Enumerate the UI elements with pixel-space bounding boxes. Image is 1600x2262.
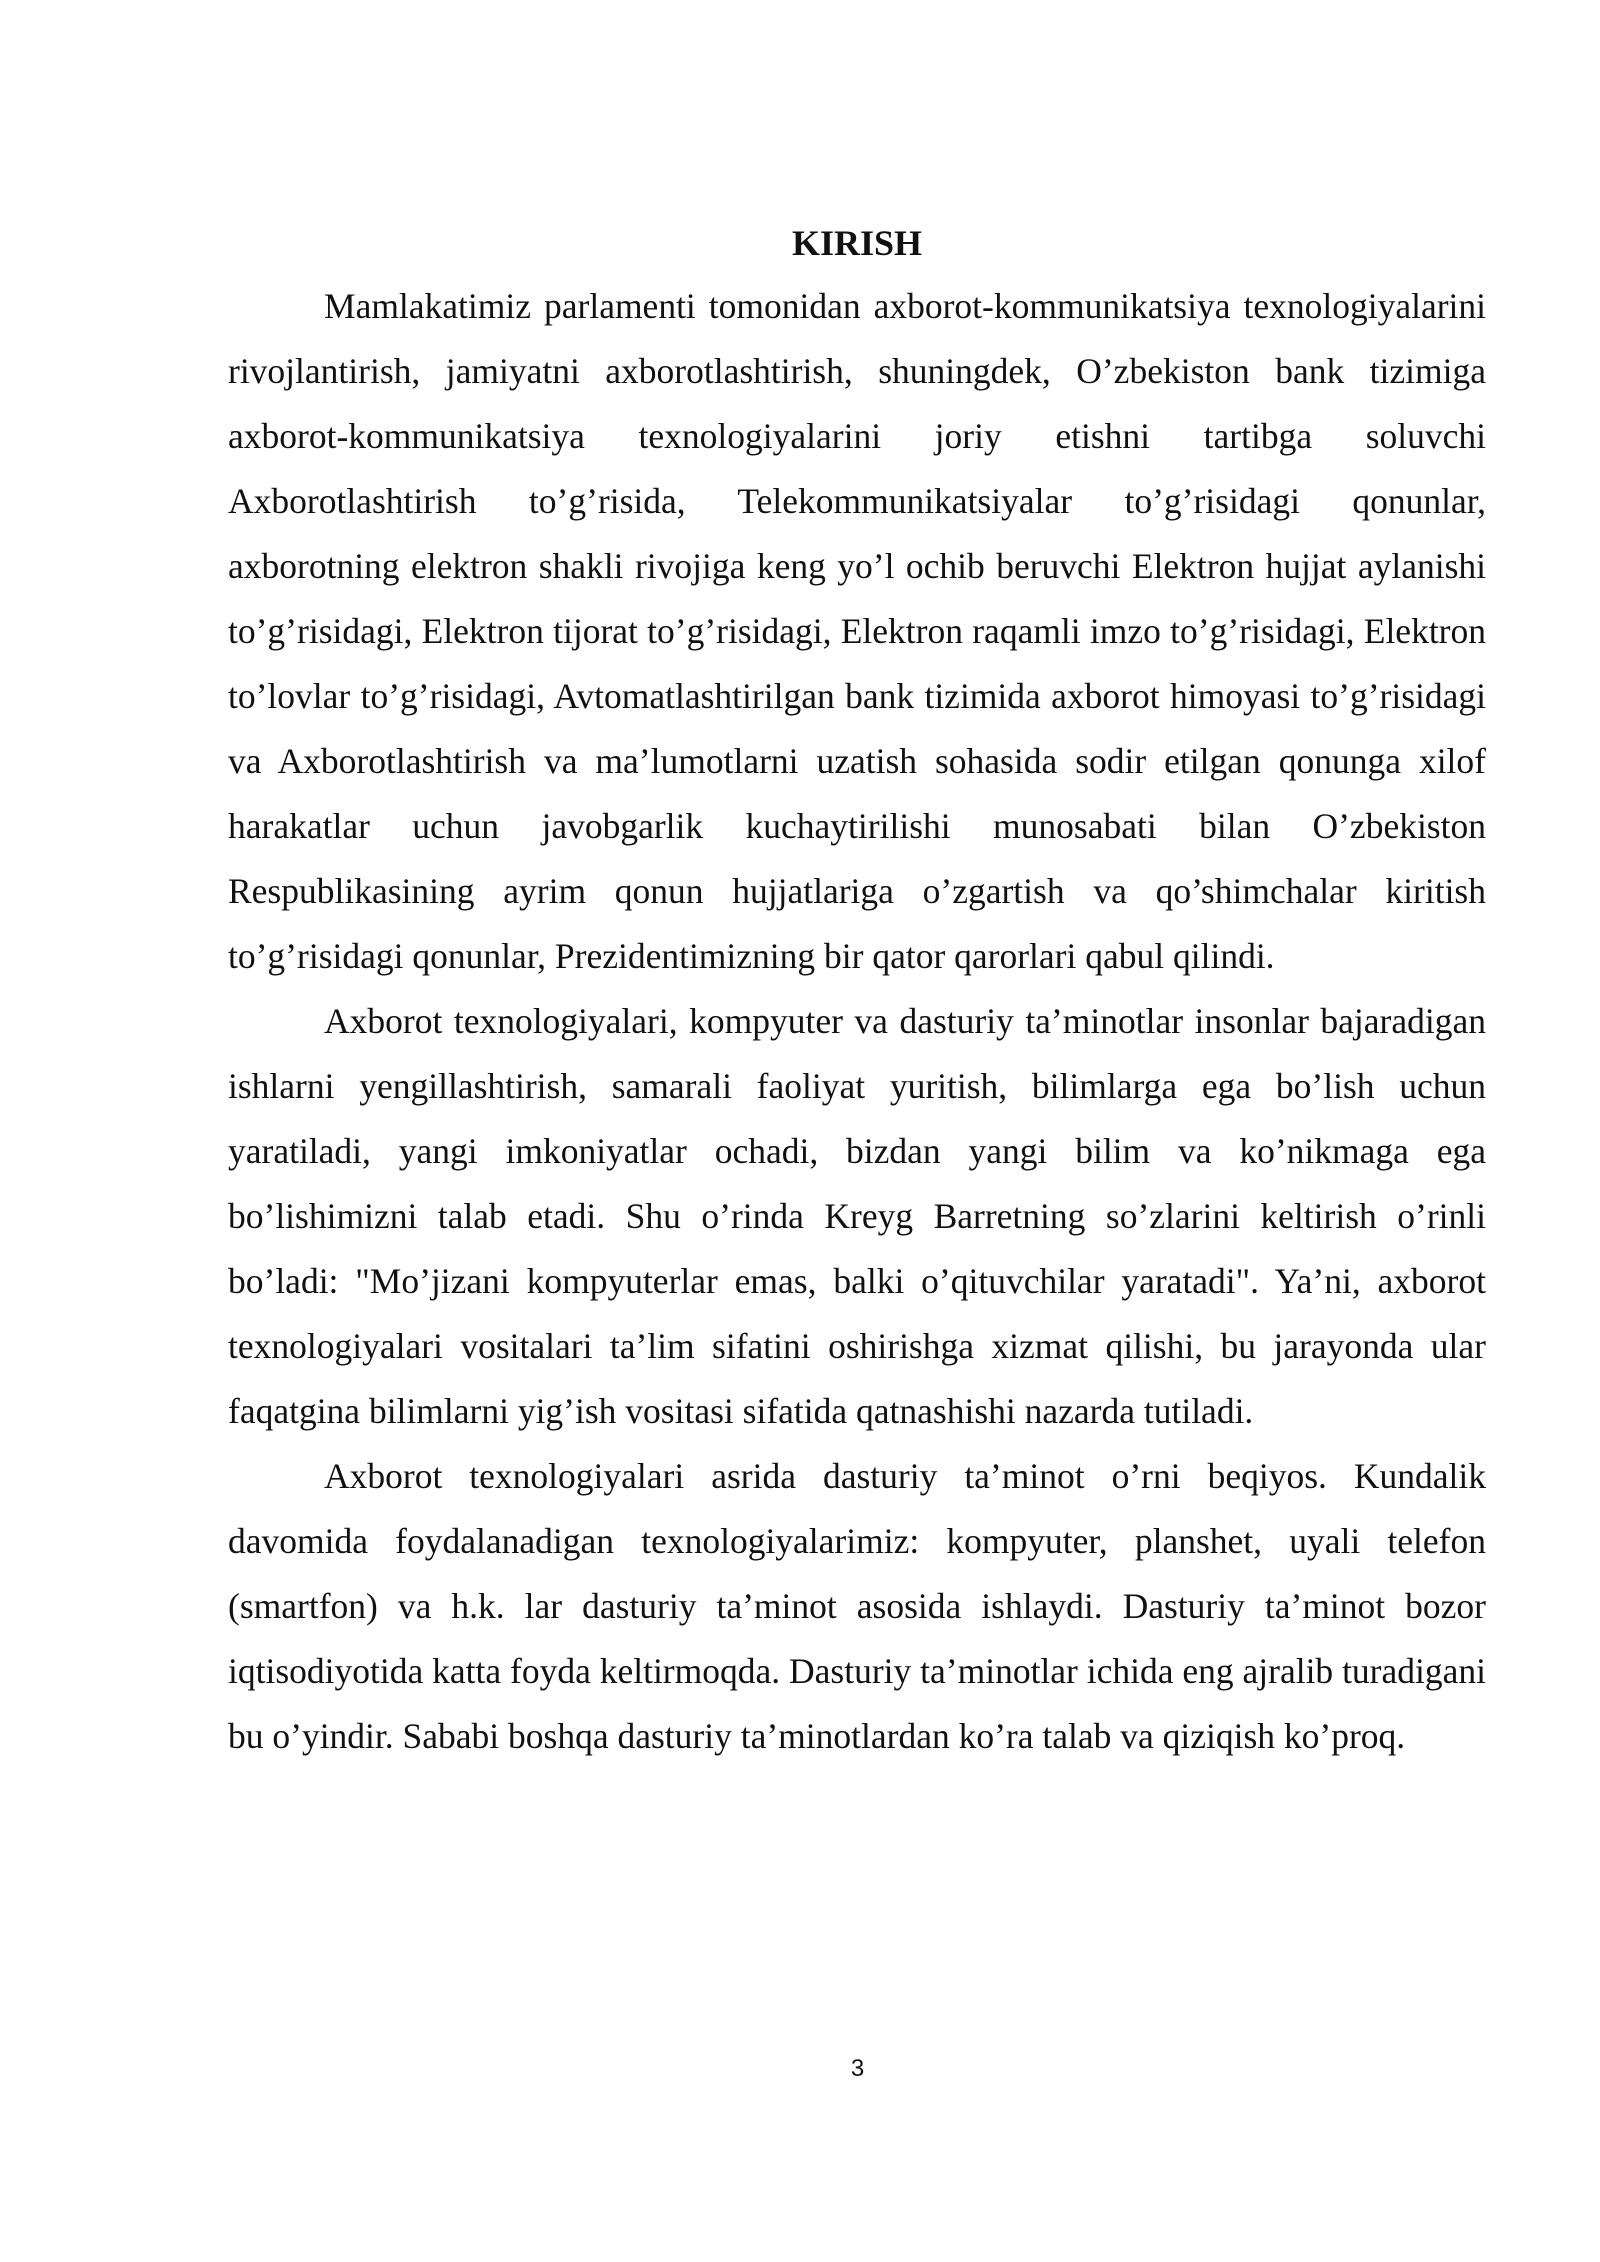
section-title: KIRISH [791,223,923,263]
paragraph-3: Axborot texnologiyalari asrida dasturiy ta’minot o’rni beqiyos. Kundalik davomida foydalanadigan texnologiyalarimiz: kompyuter, planshet, uyali telefon (smartfon) va h.k. lar dasturiy ta’minot asosida ishlaydi. Dasturiy ta’minot bozor iqtisodiyotida katta foyda keltirmoqda. Dasturiy ta’minotlar ichida eng ajralib turadigani bu o’yindir. Sababi boshqa dasturiy ta’minotlardan ko’ra talab va qiziqish ko’proq. [228,1456,1486,1756]
paragraph-2: Axborot texnologiyalari, kompyuter va dasturiy ta’minotlar insonlar bajaradigan ishlarni yengillashtirish, samarali faoliyat yuritish, bilimlarga ega bo’lish uchun yaratiladi, yangi imkoniyatlar ochadi, bizdan yangi bilim va ko’nikmaga ega bo’lishimizni talab etadi. Shu o’rinda Kreyg Barretning so’zlarini keltirish o’rinli bo’ladi: "Mo’jizani kompyuterlar emas, balki o’qituvchilar yaratadi". Ya’ni, axborot texnologiyalari vositalari ta’lim sifatini oshirishga xizmat qilishi, bu jarayonda ular faqatgina bilimlarni yig’ish vositasi sifatida qatnashishi nazarda tutiladi. [228,1001,1486,1431]
page-number: 3 [850,2055,865,2082]
paragraph-1: Mamlakatimiz parlamenti tomonidan axborot-kommunikatsiya texnologiyalarini rivojlantirish, jamiyatni axborotlashtirish, shuningdek, O’zbekiston bank tizimiga axborot-kommunikatsiya texnologiyalarini joriy etishni tartibga soluvchi Axborotlashtirish to’g’risida, Telekommunikatsiyalar to’g’risidagi qonunlar, axborotning elektron shakli rivojiga keng yo’l ochib beruvchi Elektron hujjat aylanishi to’g’risidagi, Elektron tijorat to’g’risidagi, Elektron raqamli imzo to’g’risidagi, Elektron to’lovlar to’g’risidagi, Avtomatlashtirilgan bank tizimida axborot himoyasi to’g’risidagi va Axborotlashtirish va ma’lumotlarni uzatish sohasida sodir etilgan qonunga xilof harakatlar uchun javobgarlik kuchaytirilishi munosabati bilan O’zbekiston Respublikasining ayrim qonun hujjatlariga o’zgartish va qo’shimchalar kiritish to’g’risidagi qonunlar, Prezidentimizning bir qator qarorlari qabul qilindi. [228,286,1486,976]
page-content [228,212,1486,1769]
